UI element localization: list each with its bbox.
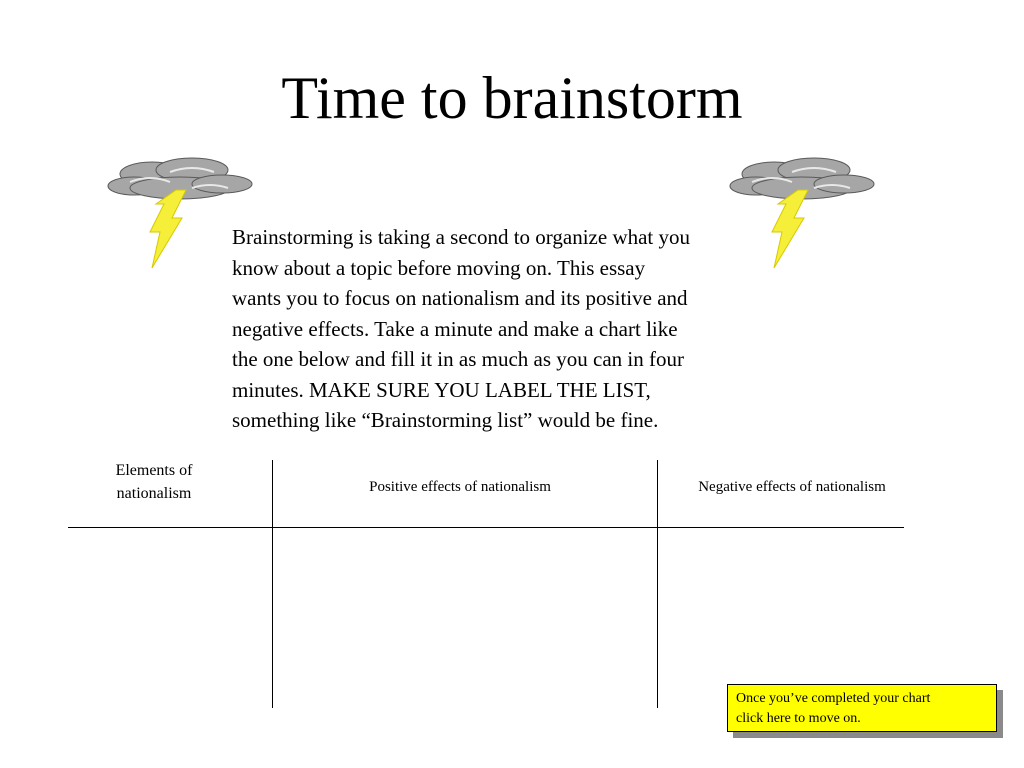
column-header-negative: Negative effects of nationalism [698,479,886,495]
next-slide-button[interactable] [727,684,997,732]
column-header-positive: Positive effects of nationalism [369,479,551,495]
column-header-line: Elements of [115,462,193,479]
table-column-divider [657,460,658,708]
instructions-text [232,222,802,436]
next-button-line: click here to move on. [736,711,861,726]
instructions-line: the one below and fill it in as much as you can in four [232,347,684,371]
instructions-line: something like “Brainstorming list” would be fine. [232,408,659,432]
instructions-line: negative effects. Take a minute and make a chart like [232,316,678,341]
column-header-elements [80,459,228,505]
table-column-divider [272,460,273,708]
instructions-line: know about a topic before moving on. This essay [232,255,646,280]
next-button-line: Once you’ve completed your chart [736,691,931,706]
instructions-line: Brainstorming is taking a second to organize what you [232,225,691,249]
slide-title: Time to brainstorm [281,65,743,131]
instructions-line: wants you to focus on nationalism and its positive and [232,286,688,310]
instructions-line: minutes. MAKE SURE YOU LABEL THE LIST, [232,377,651,402]
column-header-line: nationalism [116,485,192,502]
table-header-divider [68,527,904,528]
